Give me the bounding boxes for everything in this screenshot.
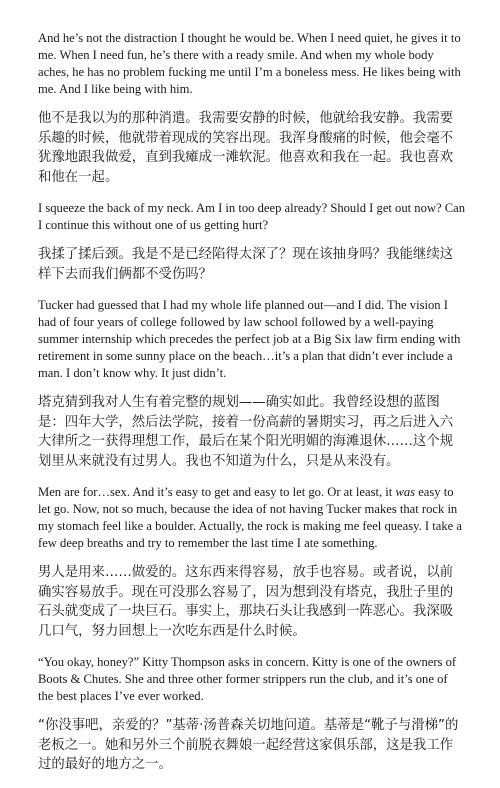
paragraph-zh-4: 男人是用来……做爱的。这东西来得容易，放手也容易。或者说，以前确实容易放手。现在可没那么容易了，因为想到没有塔克，我肚子里的石头就变成了一块巨石。事实上，那块石头让我感到一阵恶心。我深吸几口气，努力回想上一次吃东西是什么时候。: [38, 565, 454, 639]
paragraph-en-2: I squeeze the back of my neck. Am I in too deep already? Should I get out now? Can I continue this without one of us getting hurt?: [38, 201, 466, 232]
paragraph-zh-3: 塔克猜到我对人生有着完整的规划——确实如此。我曾经设想的蓝图是：四年大学，然后法学院，接着一份高薪的暑期实习，再之后进入六大律所之一获得理想工作，最后在某个阳光明媚的海滩退休……这个规划里从来就没有过男人。我也不知道为什么，只是从来没有。: [38, 395, 454, 469]
paragraph-en-4: [38, 484, 466, 552]
paragraph-zh-5: “你没事吧，亲爱的？”基蒂·汤普森关切地问道。基蒂是“靴子与滑梯”的老板之一。她和另外三个前脱衣舞娘一起经营这家俱乐部，这是我工作过的最好的地方之一。: [38, 718, 459, 772]
document-page: [38, 30, 466, 788]
paragraph-en-4-part-2: easy to let go. Now, not so much, because the idea of not having Tucker makes that rock in my stomach feel like a boulder. Actually, the rock is making me feel queasy. I take a few deep breaths and try to remember the last time I ate something.: [38, 485, 462, 550]
paragraph-en-5: “You okay, honey?” Kitty Thompson asks in concern. Kitty is one of the owners of Boots & Chutes. She and three other former strippers run the club, and it’s one of the best places I’ve ever worked.: [38, 655, 457, 703]
paragraph-zh-2: 我揉了揉后颈。我是不是已经陷得太深了？现在该抽身吗？我能继续这样下去而我们俩都不受伤吗？: [38, 247, 454, 282]
paragraph-en-4-emphasis: was: [395, 485, 416, 499]
paragraph-en-1: And he’s not the distraction I thought he would be. When I need quiet, he gives it to me. When I need fun, he’s there with a ready smile. And when my whole body aches, he has no problem fucking me until I’m a boneless mess. He likes being with me. And I like being with him.: [38, 31, 461, 96]
paragraph-en-3: Tucker had guessed that I had my whole life planned out—and I did. The vision I had of four years of college followed by law school followed by a well-paying summer internship which precedes the perfect job at a Big Six law firm ending with retirement in some sunny place on the beach…it’s a plan that didn’t ever include a man. I don’t know why. It just didn’t.: [38, 298, 461, 380]
paragraph-zh-1: 他不是我以为的那种消遣。我需要安静的时候，他就给我安静。我需要乐趣的时候，他就带着现成的笑容出现。我浑身酸痛的时候，他会毫不犹豫地跟我做爱，直到我瘫成一滩软泥。他喜欢和我在一起。我也喜欢和他在一起。: [38, 111, 454, 185]
paragraph-en-4-part-1: Men are for…sex. And it’s easy to get and easy to let go. Or at least, it: [38, 485, 396, 499]
